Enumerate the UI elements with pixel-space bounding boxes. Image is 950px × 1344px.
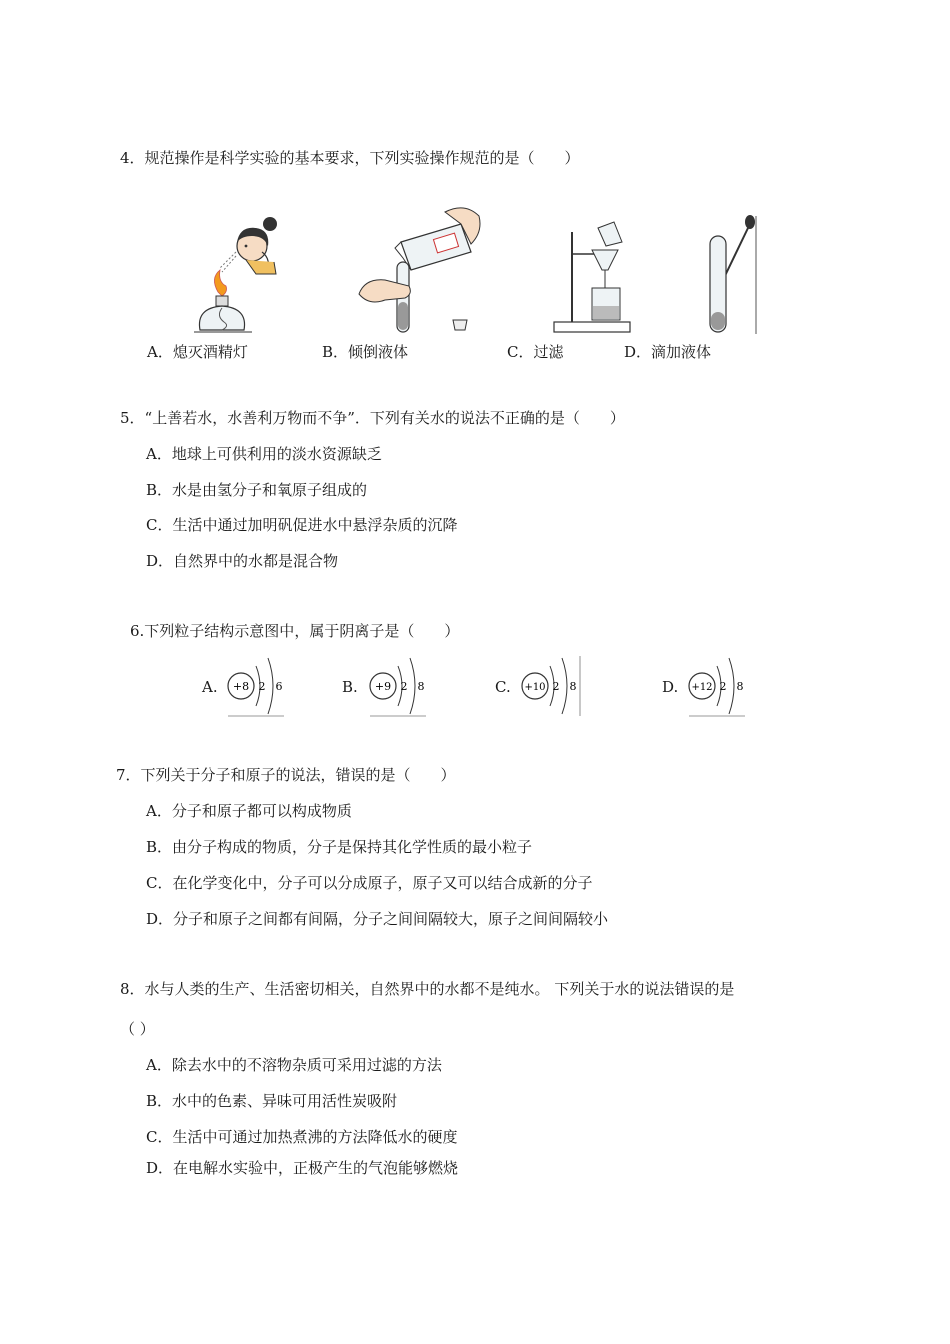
dropper-illustration <box>700 212 764 336</box>
q7-stem: 7．下列关于分子和原子的说法，错误的是（ ） <box>116 766 456 784</box>
q5-option-c[interactable]: C．生活中通过加明矾促进水中悬浮杂质的沉降 <box>146 516 458 534</box>
q6-option-c-letter[interactable]: C. <box>495 678 511 696</box>
q5-option-d[interactable]: D．自然界中的水都是混合物 <box>146 552 339 570</box>
q8-option-c[interactable]: C．生活中可通过加热煮沸的方法降低水的硬度 <box>146 1128 458 1146</box>
alcohol-lamp-illustration <box>190 212 290 336</box>
atom-a-nucleus: +8 <box>232 680 250 693</box>
q7-option-b[interactable]: B．由分子构成的物质，分子是保持其化学性质的最小粒子 <box>146 838 533 856</box>
atom-diagram-b[interactable] <box>366 654 430 718</box>
q7-option-c[interactable]: C．在化学变化中，分子可以分成原子，原子又可以结合成新的分子 <box>146 874 593 892</box>
q6-option-d-letter[interactable]: D. <box>662 678 679 696</box>
atom-diagram-d[interactable] <box>685 654 749 718</box>
q5-stem: 5．“上善若水，水善利万物而不争”．下列有关水的说法不正确的是（ ） <box>120 409 625 427</box>
q4-option-d[interactable]: D．滴加液体 <box>624 343 712 361</box>
atom-a-shell2: 6 <box>275 680 283 693</box>
atom-c-shell1: 2 <box>552 680 560 693</box>
q5-option-b[interactable]: B．水是由氢分子和氧原子组成的 <box>146 481 368 499</box>
q6-option-a-letter[interactable]: A. <box>202 678 218 696</box>
atom-d-nucleus: +12 <box>691 682 713 693</box>
q4-option-a[interactable]: A．熄灭酒精灯 <box>147 343 248 361</box>
atom-c-shell2: 8 <box>569 680 577 693</box>
q4-option-b[interactable]: B．倾倒液体 <box>322 343 409 361</box>
q6-option-b-letter[interactable]: B. <box>342 678 358 696</box>
pouring-liquid-illustration <box>355 202 485 334</box>
q4-option-c[interactable]: C．过滤 <box>507 343 564 361</box>
atom-b-nucleus: +9 <box>374 680 392 693</box>
q6-stem: 6.下列粒子结构示意图中，属于阴离子是（ ） <box>130 622 460 640</box>
q8-option-b[interactable]: B．水中的色素、异味可用活性炭吸附 <box>146 1092 398 1110</box>
q7-option-d[interactable]: D．分子和原子之间都有间隔，分子之间间隔较大，原子之间间隔较小 <box>146 910 609 928</box>
q5-option-a[interactable]: A．地球上可供利用的淡水资源缺乏 <box>146 445 382 463</box>
q4-stem: 4．规范操作是科学实验的基本要求，下列实验操作规范的是（ ） <box>120 149 580 167</box>
atom-d-shell2: 8 <box>736 680 744 693</box>
atom-diagram-c[interactable] <box>518 654 582 718</box>
atom-c-nucleus: +10 <box>524 682 546 693</box>
atom-d-shell1: 2 <box>719 680 727 693</box>
atom-b-shell1: 2 <box>400 680 408 693</box>
atom-b-shell2: 8 <box>417 680 425 693</box>
filtration-illustration <box>552 218 632 336</box>
q8-option-a[interactable]: A．除去水中的不溶物杂质可采用过滤的方法 <box>146 1056 442 1074</box>
atom-a-shell1: 2 <box>258 680 266 693</box>
q8-option-d[interactable]: D．在电解水实验中，正极产生的气泡能够燃烧 <box>146 1159 459 1177</box>
q8-stem-line2: （ ） <box>120 1020 155 1038</box>
q7-option-a[interactable]: A．分子和原子都可以构成物质 <box>146 802 352 820</box>
atom-diagram-a[interactable] <box>224 654 288 718</box>
q8-stem-line1: 8．水与人类的生产、生活密切相关，自然界中的水都不是纯水。 下列关于水的说法错误的是 <box>120 980 735 998</box>
